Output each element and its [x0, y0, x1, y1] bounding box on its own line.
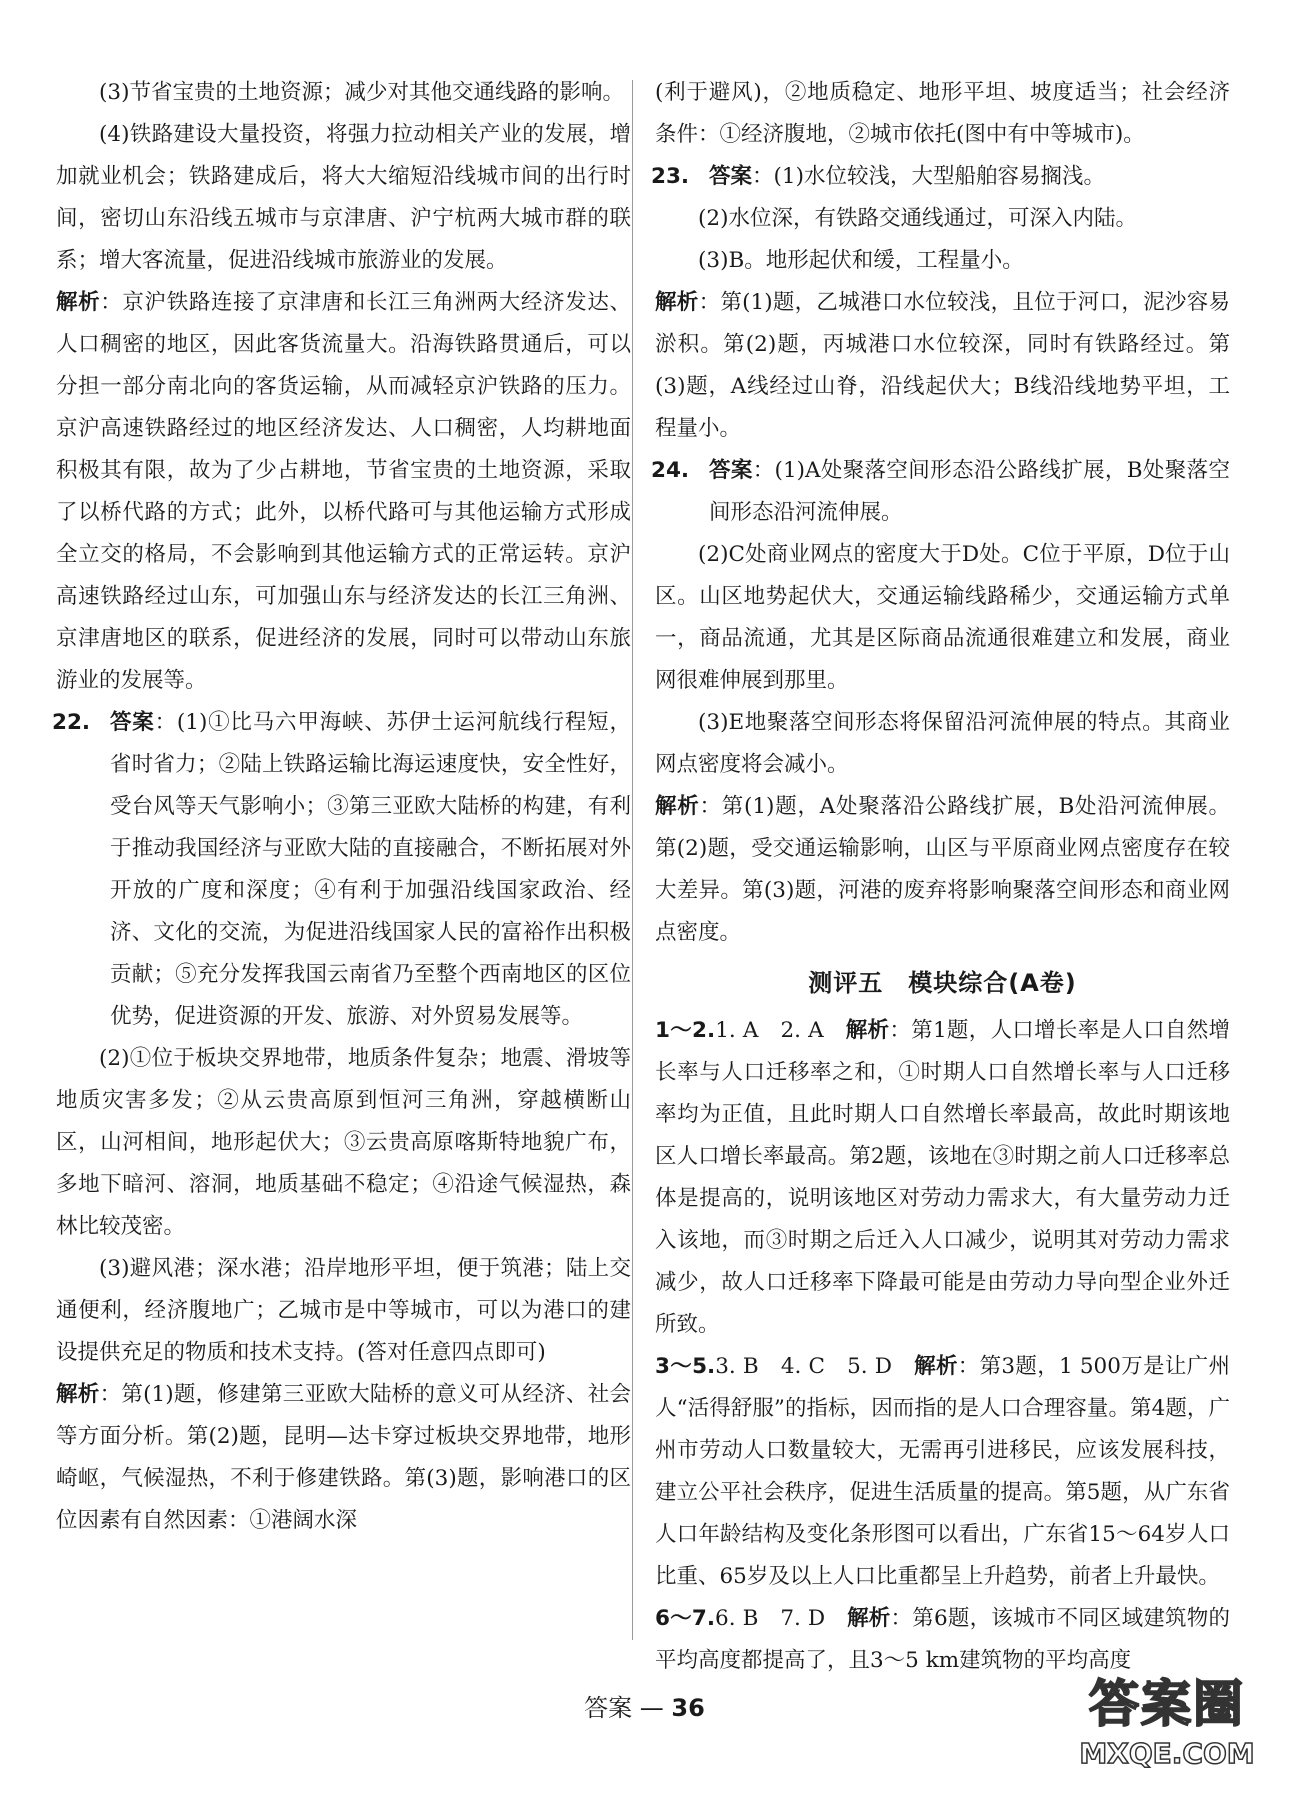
analysis-label: 解析	[655, 794, 700, 819]
question-3-5	[655, 1346, 1230, 1598]
analysis-6-7-text: ：第6题，该城市不同区域建筑物的平均高度都提高了，且3～5 km建筑物的平均高度	[655, 1606, 1230, 1673]
answer-label: 答案	[709, 458, 753, 483]
analysis-3-5-text: ：第3题，1 500万是让广州人“活得舒服”的指标，因而指的是人口合理容量。第4题，广州市劳动人口数量较大，无需再引进移民，应该发展科技，建立公平社会秩序，促进生活质量的提高。第5题，从广东省人口年龄结构及变化条形图可以看出，广东省15～64岁人口比重、65岁及以上人口比重都呈上升趋势，前者上升最快。	[655, 1354, 1230, 1589]
question-22-answer	[52, 702, 631, 1038]
watermark-url: MXQE.COM	[1079, 1737, 1255, 1770]
analysis-24	[655, 786, 1230, 954]
column-divider	[632, 80, 633, 1640]
answer-label: 答案	[110, 710, 155, 735]
analysis-23	[655, 282, 1230, 450]
answers-6-7: 6. B 7. D	[715, 1606, 848, 1631]
question-6-7	[655, 1598, 1230, 1682]
answer-24-part2: (2)C处商业网点的密度大于D处。C位于平原，D位于山区。山区地势起伏大，交通运输线路稀少，交通运输方式单一，商品流通，尤其是区际商品流通很难建立和发展，商业网很难伸展到那里。	[655, 542, 1230, 693]
analysis-1-2-text: ：第1题，人口增长率是人口自然增长率与人口迁移率之和，①时期人口自然增长率与人口迁移率均为正值，且此时期人口自然增长率最高，故此时期该地区人口增长率最高。第2题，该地在③时期之前人口迁移率总体是提高的，说明该地区对劳动力需求大，有大量劳动力迁入该地，而③时期之后迁入人口减少，说明其对劳动力需求减少，故人口迁移率下降最可能是由劳动力导向型企业外迁所致。	[655, 1018, 1230, 1337]
page-number: 36	[671, 1694, 705, 1722]
answer-22-part2: (2)①位于板块交界地带，地质条件复杂；地震、滑坡等地质灾害多发；②从云贵高原到恒河三角洲，穿越横断山区，山河相间，地形起伏大；③云贵高原喀斯特地貌广布，多地下暗河、溶洞，地质基础不稳定；④沿途气候湿热，森林比较茂密。	[56, 1046, 631, 1239]
answer-label: 答案	[709, 164, 753, 189]
analysis-label: 解析	[56, 1382, 100, 1407]
watermark-title: 答案圈	[1089, 1675, 1245, 1733]
section-title: 测评五 模块综合(A卷)	[808, 969, 1077, 997]
question-number: 6～7.	[655, 1606, 716, 1631]
question-number: 22.	[52, 710, 91, 735]
analysis-21	[56, 282, 631, 702]
question-number: 3～5.	[655, 1354, 716, 1379]
answer-23-part1: ：(1)水位较浅，大型船舶容易搁浅。	[752, 164, 1105, 189]
question-number: 23.	[651, 164, 690, 189]
analysis-label: 解析	[914, 1354, 958, 1379]
question-24-answer	[651, 450, 1230, 534]
answers-1-2: 1. A 2. A	[715, 1018, 846, 1043]
answers-3-5: 3. B 4. C 5. D	[715, 1354, 915, 1379]
question-number: 1～2.	[655, 1018, 716, 1043]
footer-label: 答案 —	[584, 1694, 672, 1722]
analysis-label: 解析	[847, 1606, 891, 1631]
analysis-23-text: ：第(1)题，乙城港口水位较浅，且位于河口，泥沙容易淤积。第(2)题，丙城港口水位较深，同时有铁路经过。第(3)题，A线经过山脊，沿线起伏大；B线沿线地势平坦，工程量小。	[655, 290, 1230, 441]
analysis-22-continued: (利于避风)，②地质稳定、地形平坦、坡度适当；社会经济条件：①经济腹地，②城市依托(图中有中等城市)。	[655, 80, 1230, 147]
analysis-21-text: ：京沪铁路连接了京津唐和长江三角洲两大经济发达、人口稠密的地区，因此客货流量大。沿海铁路贯通后，可以分担一部分南北向的客货运输，从而减轻京沪铁路的压力。京沪高速铁路经过的地区经济发达、人口稠密，人均耕地面积极其有限，故为了少占耕地，节省宝贵的土地资源，采取了以桥代路的方式；此外，以桥代路可与其他运输方式形成全立交的格局，不会影响到其他运输方式的正常运转。京沪高速铁路经过山东，可加强山东与经济发达的长江三角洲、京津唐地区的联系，促进经济的发展，同时可以带动山东旅游业的发展等。	[56, 290, 631, 693]
analysis-label: 解析	[845, 1018, 890, 1043]
answer-22-part1: ：(1)①比马六甲海峡、苏伊士运河航线行程短，省时省力；②陆上铁路运输比海运速度快，安全性好，受台风等天气影响小；③第三亚欧大陆桥的构建，有利于推动我国经济与亚欧大陆的直接融合，不断拓展对外开放的广度和深度；④有利于加强沿线国家政治、经济、文化的交流，为促进沿线国家人民的富裕作出积极贡献；⑤充分发挥我国云南省乃至整个西南地区的区位优势，促进资源的开发、旅游、对外贸易发展等。	[110, 710, 631, 1029]
question-number: 24.	[651, 458, 690, 483]
analysis-label: 解析	[56, 290, 101, 315]
right-column	[651, 72, 1230, 1682]
answer-22-part3: (3)避风港；深水港；沿岸地形平坦，便于筑港；陆上交通便利，经济腹地广；乙城市是中等城市，可以为港口的建设提供充足的物质和技术支持。(答对任意四点即可)	[56, 1256, 631, 1365]
answer-24-part1: ：(1)A处聚落空间形态沿公路线扩展，B处聚落空间形态沿河流伸展。	[709, 458, 1230, 525]
answer-23-part2: (2)水位深，有铁路交通线通过，可深入内陆。	[698, 206, 1137, 231]
answer-24-part3: (3)E地聚落空间形态将保留沿河流伸展的特点。其商业网点密度将会减小。	[655, 710, 1230, 777]
analysis-label: 解析	[655, 290, 699, 315]
question-1-2	[655, 1010, 1230, 1346]
left-column	[52, 72, 631, 1542]
watermark-logo	[1054, 1672, 1280, 1796]
answer-23-part3: (3)B。地形起伏和缓，工程量小。	[698, 248, 1024, 273]
analysis-22	[56, 1374, 631, 1542]
answer-21-part3: (3)节省宝贵的土地资源；减少对其他交通线路的影响。	[99, 80, 624, 105]
answer-21-part4: (4)铁路建设大量投资，将强力拉动相关产业的发展，增加就业机会；铁路建成后，将大大缩短沿线城市间的出行时间，密切山东沿线五城市与京津唐、沪宁杭两大城市群的联系；增大客流量，促进沿线城市旅游业的发展。	[56, 122, 631, 273]
analysis-22-text: ：第(1)题，修建第三亚欧大陆桥的意义可从经济、社会等方面分析。第(2)题，昆明—达卡穿过板块交界地带，地形崎岖，气候湿热，不利于修建铁路。第(3)题，影响港口的区位因素有自然因素：①港阔水深	[56, 1382, 631, 1533]
analysis-24-text: ：第(1)题，A处聚落沿公路线扩展，B处沿河流伸展。第(2)题，受交通运输影响，山区与平原商业网点密度存在较大差异。第(3)题，河港的废弃将影响聚落空间形态和商业网点密度。	[655, 794, 1230, 945]
question-23-answer	[651, 156, 1230, 198]
